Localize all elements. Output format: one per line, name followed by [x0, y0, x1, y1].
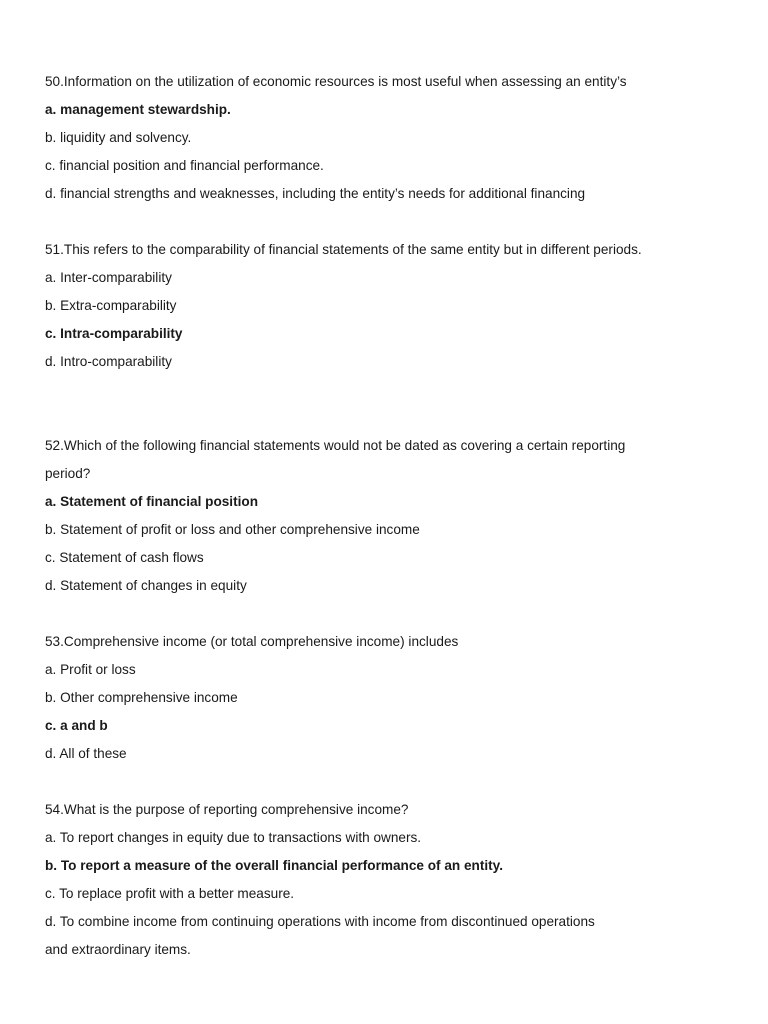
question-54-text: 54.What is the purpose of reporting comprehensive income?: [45, 802, 409, 817]
question-50-option-c: c. financial position and financial performance.: [45, 158, 324, 173]
question-54-option-d-continued: and extraordinary items.: [45, 942, 191, 957]
question-52-option-c: c. Statement of cash flows: [45, 550, 204, 565]
question-53-option-b: b. Other comprehensive income: [45, 690, 238, 705]
question-52-text: 52.Which of the following financial statements would not be dated as covering a certain reporting: [45, 438, 626, 453]
question-54-option-c: c. To replace profit with a better measure.: [45, 886, 295, 901]
question-54-option-a: a. To report changes in equity due to transactions with owners.: [45, 830, 422, 845]
question-53-text: 53.Comprehensive income (or total comprehensive income) includes: [45, 634, 459, 649]
question-51-option-b: b. Extra-comparability: [45, 298, 177, 313]
question-53-option-a: a. Profit or loss: [45, 662, 136, 677]
question-52-text-continued: period?: [45, 466, 91, 481]
question-53-option-d: d. All of these: [45, 746, 127, 761]
question-52-option-b: b. Statement of profit or loss and other comprehensive income: [45, 522, 420, 537]
question-51-option-c: c. Intra-comparability: [45, 326, 183, 341]
question-51-option-d: d. Intro-comparability: [45, 354, 172, 369]
question-54-option-b: b. To report a measure of the overall financial performance of an entity.: [45, 858, 504, 873]
question-53-option-c: c. a and b: [45, 718, 108, 733]
question-50-option-b: b. liquidity and solvency.: [45, 130, 192, 145]
question-51-text: 51.This refers to the comparability of financial statements of the same entity but in different periods.: [45, 242, 642, 257]
question-51-option-a: a. Inter-comparability: [45, 270, 172, 285]
question-50-option-d: d. financial strengths and weaknesses, including the entity’s needs for additional financing: [45, 186, 586, 201]
question-50-text: 50.Information on the utilization of economic resources is most useful when assessing an entity’s: [45, 74, 627, 89]
question-52-option-d: d. Statement of changes in equity: [45, 578, 247, 593]
question-50-option-a: a. management stewardship.: [45, 102, 231, 117]
question-52-option-a: a. Statement of financial position: [45, 494, 258, 509]
question-54-option-d: d. To combine income from continuing operations with income from discontinued operations: [45, 914, 595, 929]
